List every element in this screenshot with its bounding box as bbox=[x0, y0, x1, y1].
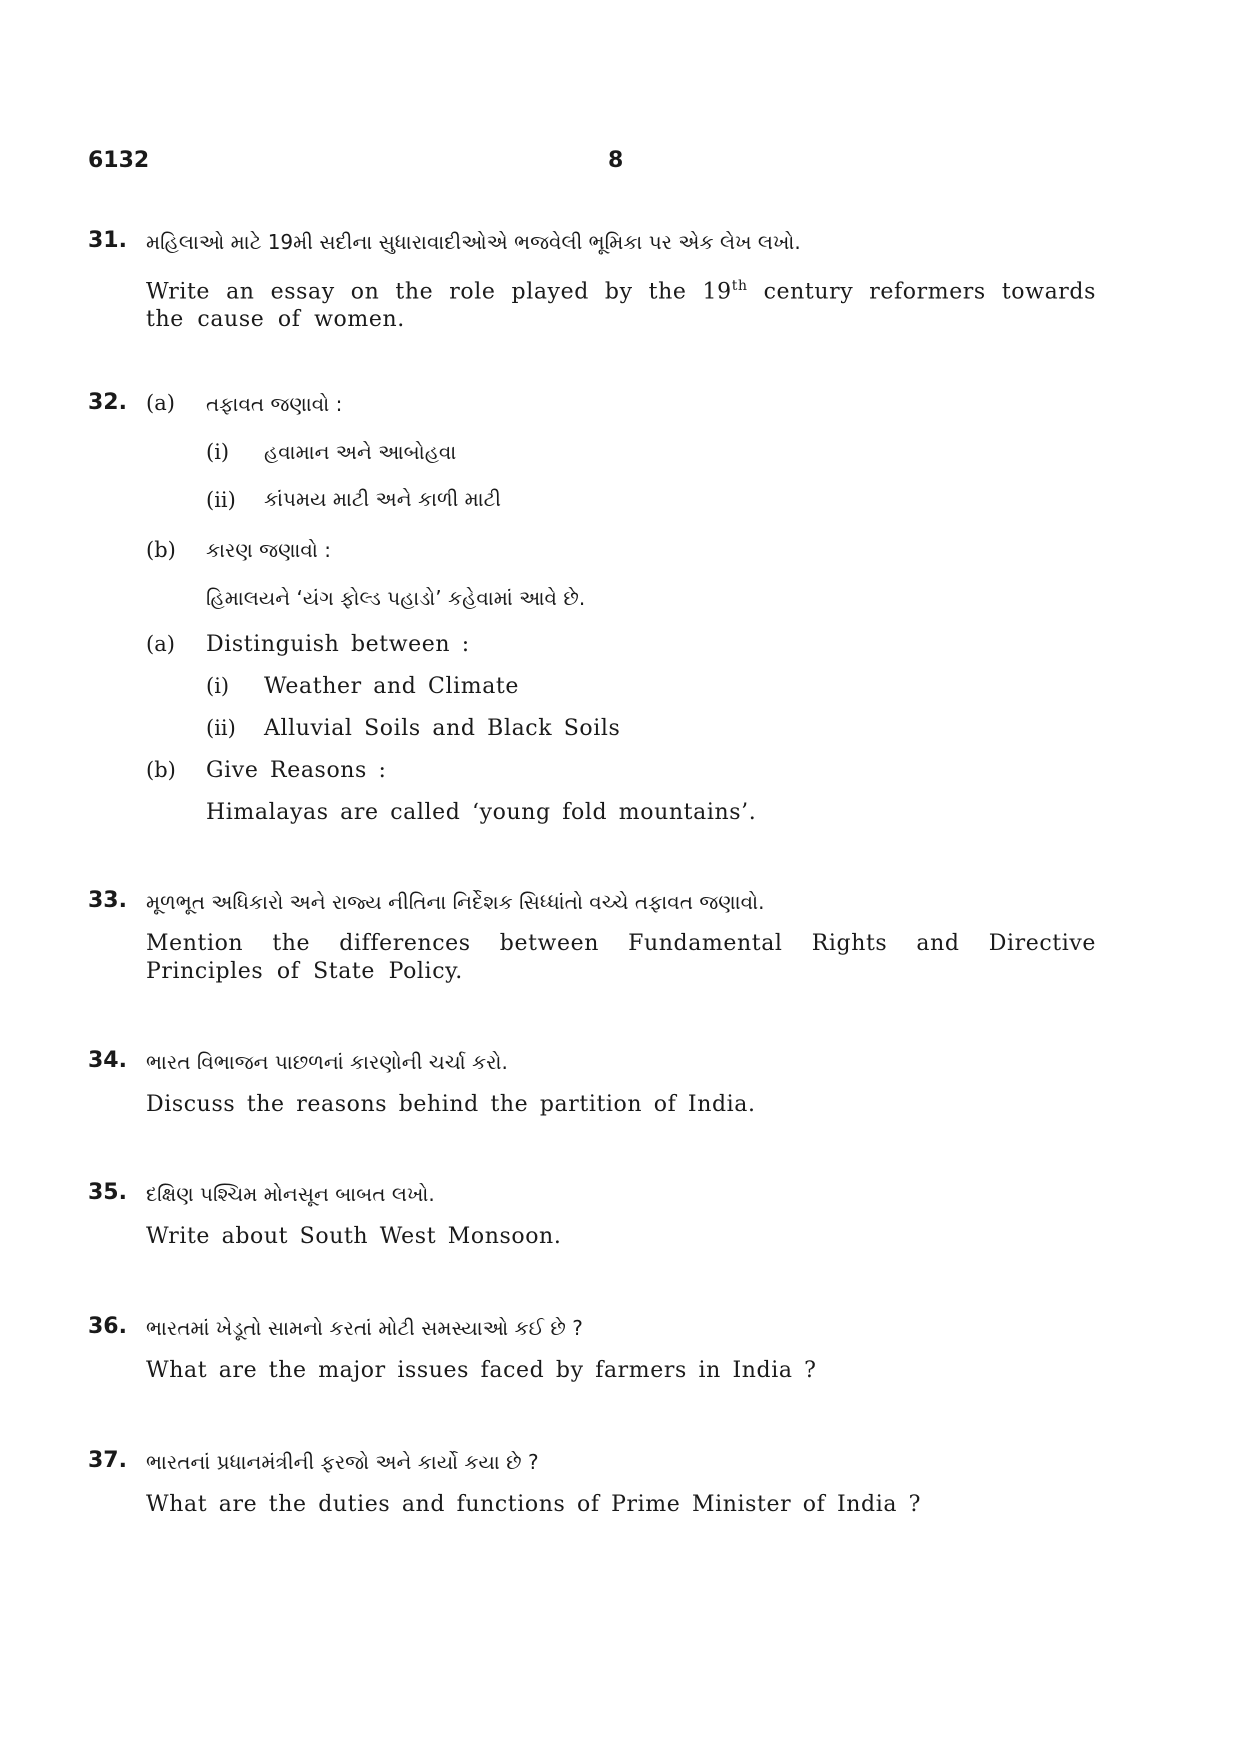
question-32-a-english: Distinguish between : bbox=[206, 632, 470, 657]
question-32-i-label-gujarati: (i) bbox=[206, 440, 230, 464]
question-32-ii-english: Alluvial Soils and Black Soils bbox=[264, 716, 621, 741]
question-number-35: 35. bbox=[88, 1180, 127, 1205]
question-34-english: Discuss the reasons behind the partition of India. bbox=[146, 1092, 756, 1117]
question-number-33: 33. bbox=[88, 888, 127, 913]
question-32-b-detail-gujarati: હિમાલયને ‘યંગ ફોલ્ડ પહાડો’ કહેવામાં આવે છે. bbox=[206, 586, 586, 610]
question-37-gujarati: ભારતનાં પ્રધાનમંત્રીની ફરજો અને કાર્યો કયા છે ? bbox=[146, 1450, 539, 1474]
question-32-b-detail-english: Himalayas are called ‘young fold mountains’. bbox=[206, 800, 757, 825]
question-32-i-gujarati: હવામાન અને આબોહવા bbox=[264, 440, 457, 464]
question-37-english: What are the duties and functions of Prime Minister of India ? bbox=[146, 1492, 922, 1517]
question-33-english: Mention the differences between Fundamental Rights and Directive Principles of State Policy. bbox=[146, 931, 1096, 984]
question-31-english bbox=[146, 272, 1096, 334]
question-number-37: 37. bbox=[88, 1448, 127, 1473]
question-number-34: 34. bbox=[88, 1048, 127, 1073]
question-31-english-superscript: th bbox=[731, 278, 748, 294]
question-32-b-english: Give Reasons : bbox=[206, 758, 387, 783]
question-number-31: 31. bbox=[88, 228, 127, 253]
question-35-gujarati: દક્ષિણ પશ્ચિમ મોનસૂન બાબત લખો. bbox=[146, 1182, 435, 1206]
question-32-b-gujarati: કારણ જણાવો : bbox=[206, 538, 331, 562]
question-32-i-english: Weather and Climate bbox=[264, 674, 519, 699]
paper-code: 6132 bbox=[88, 148, 150, 173]
question-36-gujarati: ભારતમાં ખેડૂતો સામનો કરતાં મોટી સમસ્યાઓ કઈ છે ? bbox=[146, 1316, 583, 1340]
question-32-ii-label-english: (ii) bbox=[206, 716, 236, 740]
question-number-36: 36. bbox=[88, 1314, 127, 1339]
question-36-english: What are the major issues faced by farmers in India ? bbox=[146, 1358, 817, 1383]
question-32-b-label-gujarati: (b) bbox=[146, 538, 176, 562]
question-32-i-label-english: (i) bbox=[206, 674, 230, 698]
question-33-gujarati: મૂળભૂત અધિકારો અને રાજ્ય નીતિના નિર્દેશક સિધ્ધાંતો વચ્ચે તફાવત જણાવો. bbox=[146, 890, 765, 914]
question-32-a-label-gujarati: (a) bbox=[146, 391, 175, 415]
question-35-english: Write about South West Monsoon. bbox=[146, 1224, 562, 1249]
question-32-b-label-english: (b) bbox=[146, 758, 176, 782]
question-32-ii-label-gujarati: (ii) bbox=[206, 488, 236, 512]
question-32-a-gujarati: તફાવત જણાવો : bbox=[206, 392, 343, 416]
question-31-english-part1: Write an essay on the role played by the 19 bbox=[146, 279, 732, 305]
page-number: 8 bbox=[608, 148, 624, 173]
question-34-gujarati: ભારત વિભાજન પાછળનાં કારણોની ચર્ચા કરો. bbox=[146, 1050, 508, 1074]
question-31-gujarati: મહિલાઓ માટે 19મી સદીના સુધારાવાદીઓએ ભજવેલી ભૂમિકા પર એક લેખ લખો. bbox=[146, 230, 801, 254]
question-31-english-part2: century reformers towards the cause of women. bbox=[146, 279, 1096, 333]
question-number-32: 32. bbox=[88, 390, 127, 415]
question-32-a-label-english: (a) bbox=[146, 632, 175, 656]
question-32-ii-gujarati: કાંપમય માટી અને કાળી માટી bbox=[264, 487, 502, 511]
